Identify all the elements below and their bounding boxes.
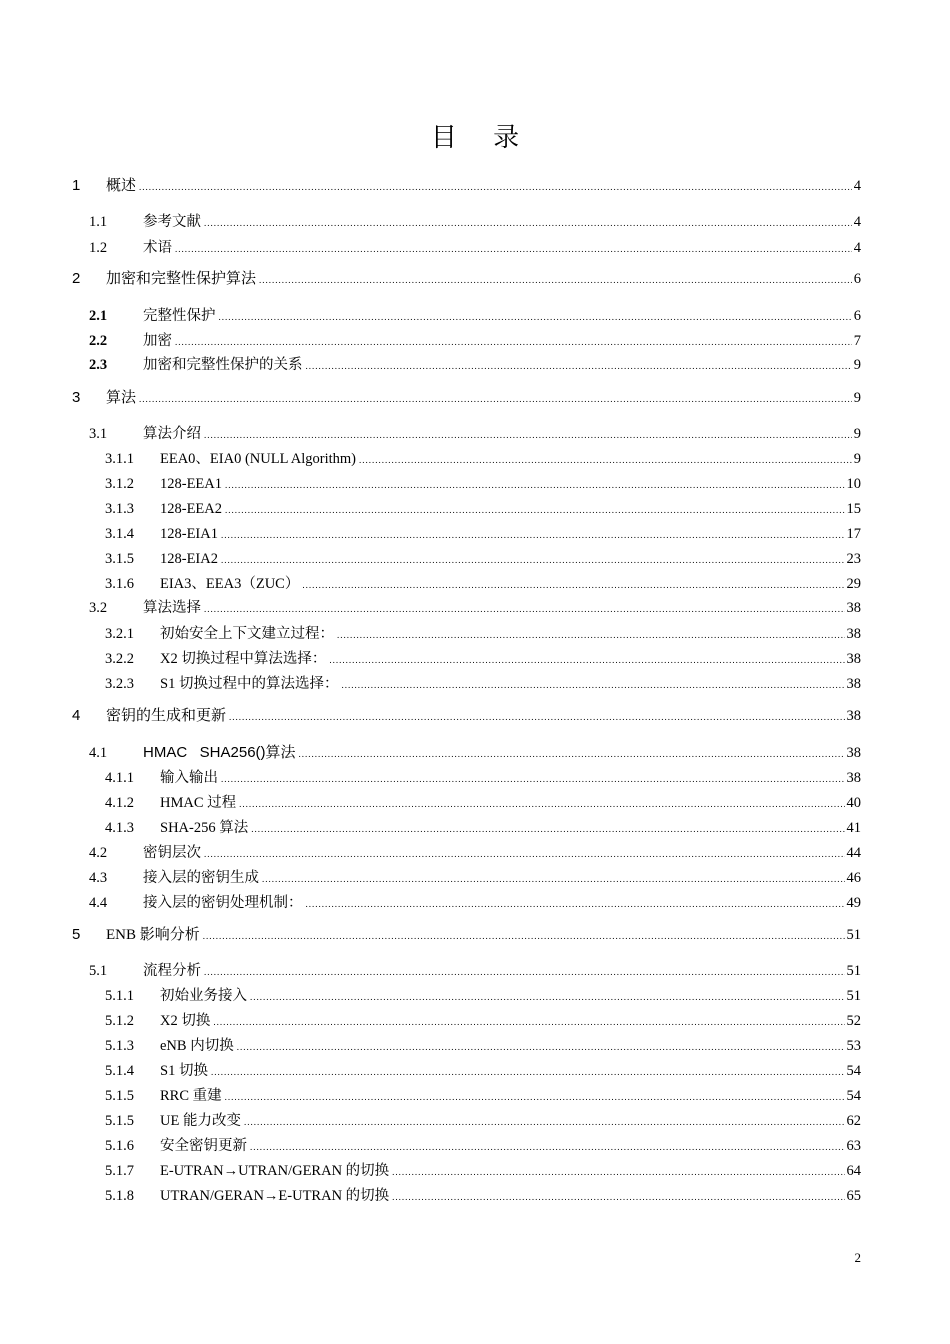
dot-leader: [251, 819, 844, 839]
toc-entry-number: 2.1: [89, 308, 108, 324]
toc-entry-title: 加密: [143, 333, 172, 349]
toc-entry[interactable]: [105, 674, 861, 694]
toc-entry-number: 3.1.6: [105, 576, 134, 592]
dot-leader: [204, 599, 845, 619]
toc-entry[interactable]: [89, 306, 861, 326]
toc-entry-title: SHA-256 算法: [160, 820, 249, 836]
toc-entry-title: HMAC 过程: [160, 795, 237, 811]
toc-entry-title: RRC 重建: [160, 1088, 222, 1104]
toc-entry-title: 128-EEA2: [160, 501, 223, 517]
toc-entry-title: X2 切换过程中算法选择：: [160, 651, 327, 667]
dot-leader: [262, 869, 845, 889]
toc-entry-page: 38: [846, 745, 861, 761]
toc-entry-page: 6: [853, 271, 861, 287]
toc-entry-number: 3.1.5: [105, 551, 134, 567]
toc-entry-page: 23: [846, 551, 861, 567]
dot-leader: [204, 844, 845, 864]
toc-entry[interactable]: [105, 524, 861, 544]
toc-entry[interactable]: [89, 212, 861, 232]
toc-entry-title: 128-EIA1: [160, 526, 218, 542]
toc-entry-page: 51: [846, 927, 861, 943]
dot-leader: [229, 707, 844, 727]
dot-leader: [341, 675, 844, 695]
toc-entry-title: 流程分析: [143, 963, 201, 979]
dot-leader: [204, 962, 845, 982]
dot-leader: [213, 1012, 844, 1032]
dot-leader: [337, 625, 845, 645]
dot-leader: [359, 450, 852, 470]
dot-leader: [175, 332, 852, 352]
dot-leader: [221, 550, 845, 570]
toc-entry[interactable]: [105, 1136, 861, 1156]
toc-entry-title: ENB 影响分析: [106, 927, 200, 943]
toc-entry-number: 5.1.2: [105, 1013, 134, 1029]
toc-entry[interactable]: [89, 868, 861, 888]
toc-entry[interactable]: [105, 986, 861, 1006]
toc-entry[interactable]: [105, 793, 861, 813]
toc-entry-title: UE 能力改变: [160, 1113, 241, 1129]
toc-entry-title: 初始业务接入: [160, 988, 247, 1004]
toc-entry[interactable]: [105, 449, 861, 469]
toc-entry-page: 38: [846, 626, 861, 642]
toc-entry-page: 10: [846, 476, 861, 492]
dot-leader: [175, 239, 852, 259]
toc-entry-number: 5.1.7: [105, 1163, 134, 1179]
toc-entry[interactable]: [89, 424, 861, 444]
dot-leader: [139, 177, 852, 197]
dot-leader: [221, 525, 845, 545]
toc-entry[interactable]: [105, 1111, 861, 1131]
toc-entry-number: 3.1.3: [105, 501, 134, 517]
toc-entry[interactable]: [105, 1036, 861, 1056]
dot-leader: [392, 1162, 844, 1182]
toc-entry-page: 38: [846, 651, 861, 667]
dot-leader: [306, 356, 852, 376]
toc-entry[interactable]: [72, 706, 861, 726]
toc-entry[interactable]: [105, 1186, 861, 1206]
toc-entry[interactable]: [105, 649, 861, 669]
dot-leader: [259, 270, 852, 290]
toc-entry-page: 52: [846, 1013, 861, 1029]
toc-entry-title: 算法介绍: [143, 426, 201, 442]
toc-entry[interactable]: [105, 474, 861, 494]
toc-entry-number: 4.1: [89, 745, 108, 761]
dot-leader: [203, 926, 845, 946]
toc-entry-number: 3.1.1: [105, 451, 134, 467]
toc-entry-number: 5.1.3: [105, 1038, 134, 1054]
toc-entry-page: 29: [846, 576, 861, 592]
toc-entry[interactable]: [105, 1161, 861, 1181]
toc-entry[interactable]: [89, 893, 861, 913]
toc-entry-title: 算法: [106, 390, 137, 406]
toc-entry[interactable]: [105, 1011, 861, 1031]
dot-leader: [244, 1112, 845, 1132]
dot-leader: [219, 307, 852, 327]
toc-entry-number: 5.1.4: [105, 1063, 134, 1079]
dot-leader: [204, 425, 852, 445]
toc-entry-number: 5.1.5: [105, 1113, 134, 1129]
toc-entry-number: 1.2: [89, 240, 108, 256]
dot-leader: [306, 894, 845, 914]
toc-entry[interactable]: [105, 499, 861, 519]
toc-entry[interactable]: [72, 925, 861, 945]
toc-entry[interactable]: [72, 176, 861, 196]
toc-entry[interactable]: [105, 768, 861, 788]
toc-entry[interactable]: [89, 743, 861, 763]
toc-entry[interactable]: [89, 238, 861, 258]
toc-entry-title: 初始安全上下文建立过程：: [160, 626, 334, 642]
dot-leader: [225, 475, 844, 495]
toc-entry[interactable]: [105, 1061, 861, 1081]
toc-entry[interactable]: [105, 1086, 861, 1106]
toc-entry[interactable]: [89, 598, 861, 618]
toc-entry-page: 9: [853, 426, 861, 442]
toc-entry-number: 3.2.2: [105, 651, 134, 667]
dot-leader: [392, 1187, 844, 1207]
toc-entry-page: 54: [846, 1088, 861, 1104]
dot-leader: [139, 389, 852, 409]
toc-entry-page: 9: [853, 451, 861, 467]
toc-entry-title: EIA3、EEA3（ZUC）: [160, 576, 300, 592]
dot-leader: [302, 575, 844, 595]
toc-entry-page: 15: [846, 501, 861, 517]
toc-entry[interactable]: [105, 818, 861, 838]
toc-entry[interactable]: [89, 331, 861, 351]
toc-entry[interactable]: [72, 269, 861, 289]
toc-entry-number: 3.2: [89, 600, 108, 616]
toc-entry-title: 安全密钥更新: [160, 1138, 247, 1154]
dot-leader: [250, 987, 845, 1007]
toc-entry-page: 46: [846, 870, 861, 886]
toc-entry-title: E-UTRAN→UTRAN/GERAN 的切换: [160, 1163, 390, 1179]
toc-entry-title: 密钥的生成和更新: [106, 708, 227, 724]
toc-entry-page: 9: [853, 390, 861, 406]
toc-entry-title: EEA0、EIA0 (NULL Algorithm): [160, 451, 356, 467]
toc-entry-number: 5.1: [89, 963, 108, 979]
toc-entry-title: 术语: [143, 240, 172, 256]
toc-entry-page: 54: [846, 1063, 861, 1079]
toc-entry-title: 算法选择: [143, 600, 201, 616]
toc-entry[interactable]: [105, 549, 861, 569]
dot-leader: [237, 1037, 845, 1057]
toc-entry-page: 38: [846, 770, 861, 786]
toc-entry-title: 输入输出: [160, 770, 218, 786]
toc-entry[interactable]: [72, 388, 861, 408]
toc-entry-number: 5: [72, 926, 81, 943]
toc-entry-page: 51: [846, 988, 861, 1004]
toc-entry-title: 参考文献: [143, 214, 201, 230]
toc-entry-number: 3.1.4: [105, 526, 134, 542]
dot-leader: [250, 1137, 845, 1157]
toc-entry-number: 4.1.2: [105, 795, 134, 811]
toc-entry-page: 17: [846, 526, 861, 542]
toc-title: 目 录: [430, 123, 534, 153]
toc-entry-title: 接入层的密钥处理机制：: [143, 895, 303, 911]
toc-entry-title: 加密和完整性保护算法: [106, 271, 257, 287]
dot-leader: [204, 213, 852, 233]
toc-entry-title: 密钥层次: [143, 845, 201, 861]
toc-entry-title: S1 切换: [160, 1063, 208, 1079]
toc-entry-page: 6: [853, 308, 861, 324]
toc-entry-page: 64: [846, 1163, 861, 1179]
toc-entry[interactable]: [89, 355, 861, 375]
dot-leader: [221, 769, 845, 789]
toc-entry-title: 完整性保护: [143, 308, 216, 324]
toc-entry-title: 128-EIA2: [160, 551, 218, 567]
toc-entry-number: 2: [72, 270, 81, 287]
toc-entry-number: 3.1.2: [105, 476, 134, 492]
toc-entry-page: 65: [846, 1188, 861, 1204]
toc-entry-number: 4.2: [89, 845, 108, 861]
toc-entry-number: 4.1.3: [105, 820, 134, 836]
toc-entry-page: 44: [846, 845, 861, 861]
toc-entry-title: HMAC SHA256()算法: [143, 744, 296, 761]
dot-leader: [211, 1062, 845, 1082]
toc-entry[interactable]: [89, 843, 861, 863]
toc-entry-title: eNB 内切换: [160, 1038, 234, 1054]
toc-entry[interactable]: [105, 574, 861, 594]
toc-entry-page: 4: [853, 214, 861, 230]
toc-entry-title: X2 切换: [160, 1013, 211, 1029]
dot-leader: [225, 1087, 845, 1107]
toc-entry-page: 41: [846, 820, 861, 836]
toc-entry-page: 53: [846, 1038, 861, 1054]
page-number: 2: [854, 1250, 861, 1265]
toc-entry-page: 38: [846, 676, 861, 692]
toc-entry-number: 5.1.5: [105, 1088, 134, 1104]
dot-leader: [239, 794, 844, 814]
toc-entry-page: 62: [846, 1113, 861, 1129]
toc-entry-page: 38: [846, 600, 861, 616]
toc-entry-page: 49: [846, 895, 861, 911]
toc-entry-number: 2.2: [89, 333, 108, 349]
dot-leader: [299, 744, 845, 764]
toc-entry-title: 概述: [106, 178, 137, 194]
toc-entry-number: 3.2.3: [105, 676, 134, 692]
toc-entry-number: 3.1: [89, 426, 108, 442]
toc-entry-number: 3.2.1: [105, 626, 134, 642]
toc-entry-page: 38: [846, 708, 861, 724]
toc-entry-title: S1 切换过程中的算法选择：: [160, 676, 339, 692]
toc-entry[interactable]: [89, 961, 861, 981]
toc-entry-number: 1.1: [89, 214, 108, 230]
toc-entry-page: 4: [853, 178, 861, 194]
toc-entry-title: 128-EEA1: [160, 476, 223, 492]
toc-entry-page: 9: [853, 357, 861, 373]
toc-entry-title: 加密和完整性保护的关系: [143, 357, 303, 373]
toc-entry-number: 1: [72, 177, 81, 194]
toc-entry-page: 7: [853, 333, 861, 349]
toc-entry-page: 63: [846, 1138, 861, 1154]
toc-entry-number: 5.1.8: [105, 1188, 134, 1204]
toc-entry-number: 5.1.6: [105, 1138, 134, 1154]
toc-entry-number: 4.1.1: [105, 770, 134, 786]
toc-entry-number: 4: [72, 707, 81, 724]
toc-entry[interactable]: [105, 624, 861, 644]
toc-entry-number: 4.3: [89, 870, 108, 886]
toc-entry-page: 51: [846, 963, 861, 979]
toc-entry-number: 3: [72, 389, 81, 406]
toc-entry-title: UTRAN/GERAN→E-UTRAN 的切换: [160, 1188, 390, 1204]
dot-leader: [329, 650, 844, 670]
dot-leader: [225, 500, 844, 520]
toc-entry-page: 40: [846, 795, 861, 811]
toc-entry-number: 4.4: [89, 895, 108, 911]
toc-entry-title: 接入层的密钥生成: [143, 870, 259, 886]
toc-entry-number: 5.1.1: [105, 988, 134, 1004]
toc-entry-page: 4: [853, 240, 861, 256]
toc-entry-number: 2.3: [89, 357, 108, 373]
